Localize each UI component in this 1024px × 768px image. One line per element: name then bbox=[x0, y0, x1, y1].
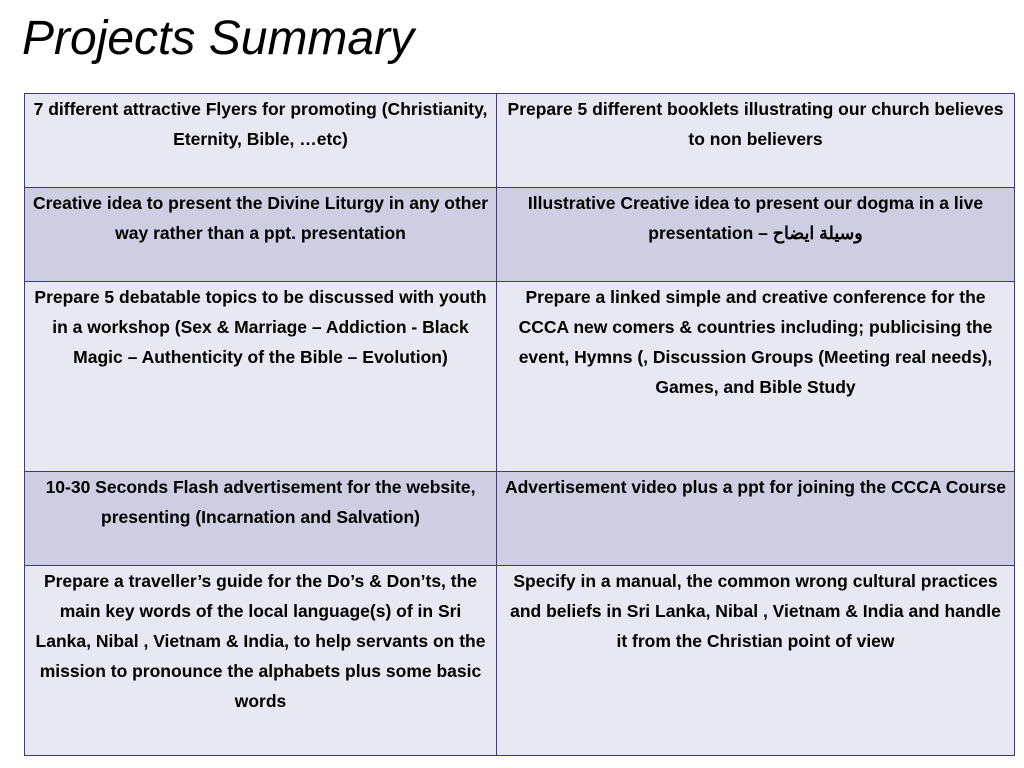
projects-table bbox=[24, 93, 1015, 756]
table-cell-right: Advertisement video plus a ppt for joining the CCCA Course bbox=[497, 472, 1015, 566]
table-cell-left: 7 different attractive Flyers for promoting (Christianity, Eternity, Bible, …etc) bbox=[25, 94, 497, 188]
table-cell-left: Creative idea to present the Divine Liturgy in any other way rather than a ppt. presentation bbox=[25, 188, 497, 282]
table-row bbox=[25, 282, 1015, 472]
table-row bbox=[25, 94, 1015, 188]
table-cell-right: Specify in a manual, the common wrong cultural practices and beliefs in Sri Lanka, Nibal , Vietnam & India and handle it from the Christian point of view bbox=[497, 566, 1015, 756]
slide-title: Projects Summary bbox=[22, 12, 415, 65]
table-row bbox=[25, 472, 1015, 566]
table-cell-left: 10-30 Seconds Flash advertisement for the website, presenting (Incarnation and Salvation) bbox=[25, 472, 497, 566]
table-row bbox=[25, 566, 1015, 756]
table-cell-right: Prepare a linked simple and creative conference for the CCCA new comers & countries including; publicising the event, Hymns (, Discussion Groups (Meeting real needs), Games, and Bible Study bbox=[497, 282, 1015, 472]
table-cell-left: Prepare a traveller’s guide for the Do’s & Don’ts, the main key words of the local language(s) of in Sri Lanka, Nibal , Vietnam & India, to help servants on the mission to pronounce the alphabets plus some basic words bbox=[25, 566, 497, 756]
table-row bbox=[25, 188, 1015, 282]
table-cell-left: Prepare 5 debatable topics to be discussed with youth in a workshop (Sex & Marriage – Addiction - Black Magic – Authenticity of the Bible – Evolution) bbox=[25, 282, 497, 472]
table-cell-right: Prepare 5 different booklets illustrating our church believes to non believers bbox=[497, 94, 1015, 188]
table-cell-right: Illustrative Creative idea to present our dogma in a live presentation – وسيلة ايضاح bbox=[497, 188, 1015, 282]
